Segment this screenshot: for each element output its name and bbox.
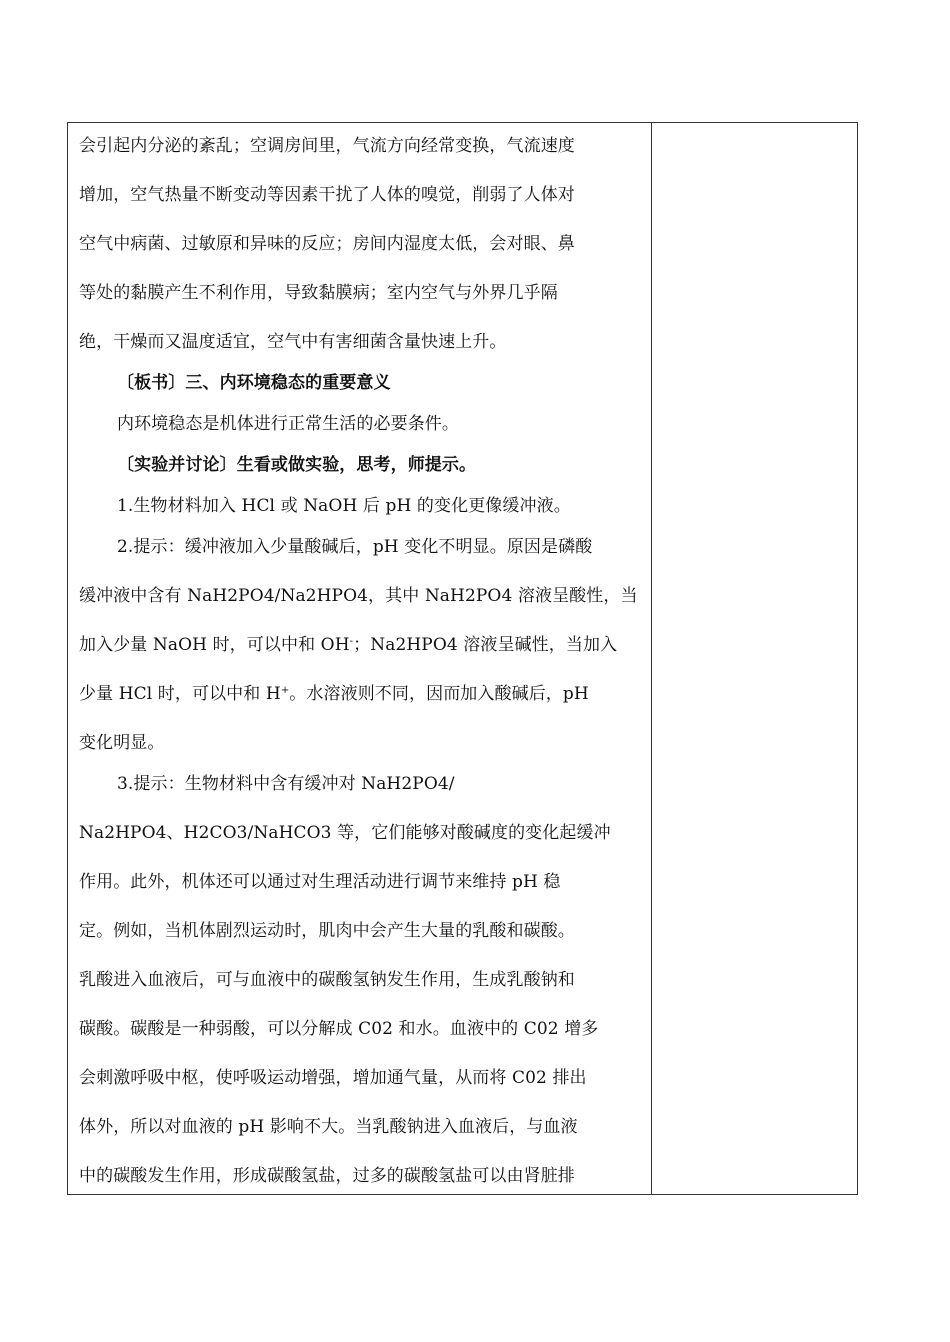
column-divider [651, 123, 652, 1194]
text-line: 绝，干燥而又温度适宜，空气中有害细菌含量快速上升。 [79, 332, 507, 352]
text-line: 等处的黏膜产生不利作用，导致黏膜病；室内空气与外界几乎隔 [79, 283, 558, 303]
text-line: 会刺激呼吸中枢，使呼吸运动增强，增加通气量，从而将 C02 排出 [79, 1068, 587, 1088]
text-segment: 。水溶液则不同，因而加入酸碱后，pH [289, 684, 589, 704]
text-line: 定。例如，当机体剧烈运动时，肌肉中会产生大量的乳酸和碳酸。 [79, 921, 575, 941]
superscript-minus: - [349, 636, 354, 647]
text-line: 内环境稳态是机体进行正常生活的必要条件。 [117, 414, 459, 434]
text-line: 变化明显。 [79, 733, 165, 753]
text-line: 碳酸。碳酸是一种弱酸，可以分解成 C02 和水。血液中的 C02 增多 [79, 1019, 599, 1039]
answer-3: 3.提示：生物材料中含有缓冲对 NaH2PO4/ [117, 774, 455, 794]
text-line: 乳酸进入血液后，可与血液中的碳酸氢钠发生作用，生成乳酸钠和 [79, 970, 575, 990]
answer-2: 2.提示：缓冲液加入少量酸碱后，pH 变化不明显。原因是磷酸 [117, 537, 593, 557]
text-line: 中的碳酸发生作用，形成碳酸氢盐，过多的碳酸氢盐可以由肾脏排 [79, 1166, 575, 1186]
content-table [67, 122, 858, 1195]
text-line: 会引起内分泌的紊乱；空调房间里，气流方向经常变换，气流速度 [79, 136, 575, 156]
main-text-cell [79, 129, 641, 1208]
superscript-plus: + [280, 685, 290, 696]
text-line: 作用。此外，机体还可以通过对生理活动进行调节来维持 pH 稳 [79, 872, 561, 892]
board-heading: 〔板书〕三、内环境稳态的重要意义 [117, 373, 391, 393]
text-line: 缓冲液中含有 NaH2PO4/Na2HPO4，其中 NaH2PO4 溶液呈酸性，当 [79, 586, 638, 606]
text-line [79, 628, 641, 677]
text-segment: 少量 HCl 时，可以中和 H [79, 684, 281, 704]
text-line: Na2HPO4、H2CO3/NaHCO3 等，它们能够对酸碱度的变化起缓冲 [79, 823, 611, 843]
text-line: 空气中病菌、过敏原和异味的反应；房间内湿度太低，会对眼、鼻 [79, 234, 575, 254]
text-line: 增加，空气热量不断变动等因素干扰了人体的嗅觉，削弱了人体对 [79, 185, 575, 205]
text-line [79, 677, 641, 726]
text-segment: ；Na2HPO4 溶液呈碱性，当加入 [353, 635, 618, 655]
experiment-heading: 〔实验并讨论〕生看或做实验，思考，师提示。 [117, 455, 477, 475]
text-segment: 加入少量 NaOH 时，可以中和 OH [79, 635, 350, 655]
answer-1: 1.生物材料加入 HCl 或 NaOH 后 pH 的变化更像缓冲液。 [117, 496, 571, 516]
text-line: 体外，所以对血液的 pH 影响不大。当乳酸钠进入血液后，与血液 [79, 1117, 578, 1137]
